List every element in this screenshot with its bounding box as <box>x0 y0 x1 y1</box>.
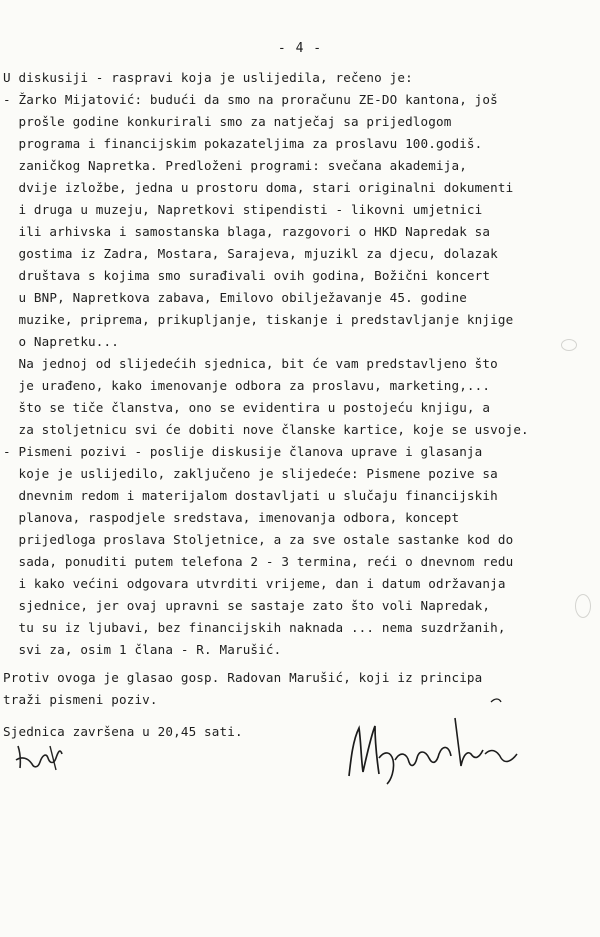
text-line: društava s kojima smo surađivali ovih godina, Božični koncert <box>3 268 491 283</box>
text-line: Sjednica završena u 20,45 sati. <box>3 724 243 739</box>
text-line: programa i financijskim pokazateljima za proslavu 100.godiš. <box>3 136 483 151</box>
text-line: prošle godine konkurirali smo za natječaj sa prijedlogom <box>3 114 452 129</box>
text-line: za stoljetnicu svi će dobiti nove članske kartice, koje se usvoje. <box>3 422 529 437</box>
text-line: U diskusiji - raspravi koja je uslijedila, rečeno je: <box>3 70 413 85</box>
punch-hole-mark <box>575 594 591 618</box>
text-line: tu su iz ljubavi, bez financijskih naknada ... nema suzdržanih, <box>3 620 506 635</box>
text-line: Na jednoj od slijedećih sjednica, bit će vam predstavljeno što <box>3 356 498 371</box>
text-line: što se tiče članstva, ono se evidentira u postojeću knjigu, a <box>3 400 491 415</box>
text-line: zaničkog Napretka. Predloženi programi: svečana akademija, <box>3 158 467 173</box>
page-number: - 4 - <box>277 41 323 56</box>
text-line: planova, raspodjele sredstava, imenovanja odbora, koncept <box>3 510 460 525</box>
text-line: prijedloga proslava Stoljetnice, a za sve ostale sastanke kod do <box>3 532 514 547</box>
text-line: dnevnim redom i materijalom dostavljati u slučaju financijskih <box>3 488 498 503</box>
text-line: o Napretku... <box>3 334 119 349</box>
text-line: sada, ponuditi putem telefona 2 - 3 termina, reći o dnevnom redu <box>3 554 514 569</box>
text-line: i kako većini odgovara utvrditi vrijeme, dan i datum održavanja <box>3 576 506 591</box>
text-line: Protiv ovoga je glasao gosp. Radovan Marušić, koji iz principa <box>3 670 483 685</box>
signature-left-icon <box>10 738 70 778</box>
text-line: traži pismeni poziv. <box>3 692 158 707</box>
text-line: gostima iz Zadra, Mostara, Sarajeva, mjuzikl za djecu, dolazak <box>3 246 498 261</box>
punch-hole-mark <box>561 339 577 351</box>
signature-right-icon <box>345 688 520 788</box>
text-line: koje je uslijedilo, zaključeno je slijedeće: Pismene pozive sa <box>3 466 498 481</box>
text-line: svi za, osim 1 člana - R. Marušić. <box>3 642 282 657</box>
text-line: ili arhivska i samostanska blaga, razgovori o HKD Napredak sa <box>3 224 491 239</box>
text-line: - Pismeni pozivi - poslije diskusije članova uprave i glasanja <box>3 444 483 459</box>
text-line: muzike, priprema, prikupljanje, tiskanje i predstavljanje knjige <box>3 312 514 327</box>
text-line: sjednice, jer ovaj upravni se sastaje zato što voli Napredak, <box>3 598 491 613</box>
text-line: dvije izložbe, jedna u prostoru doma, stari originalni dokumenti <box>3 180 514 195</box>
text-line: - Žarko Mijatović: budući da smo na proračunu ZE-DO kantona, još <box>3 92 498 107</box>
text-line: i druga u muzeju, Napretkovi stipendisti - likovni umjetnici <box>3 202 483 217</box>
text-line: u BNP, Napretkova zabava, Emilovo obilježavanje 45. godine <box>3 290 467 305</box>
text-line: je urađeno, kako imenovanje odbora za proslavu, marketing,... <box>3 378 491 393</box>
